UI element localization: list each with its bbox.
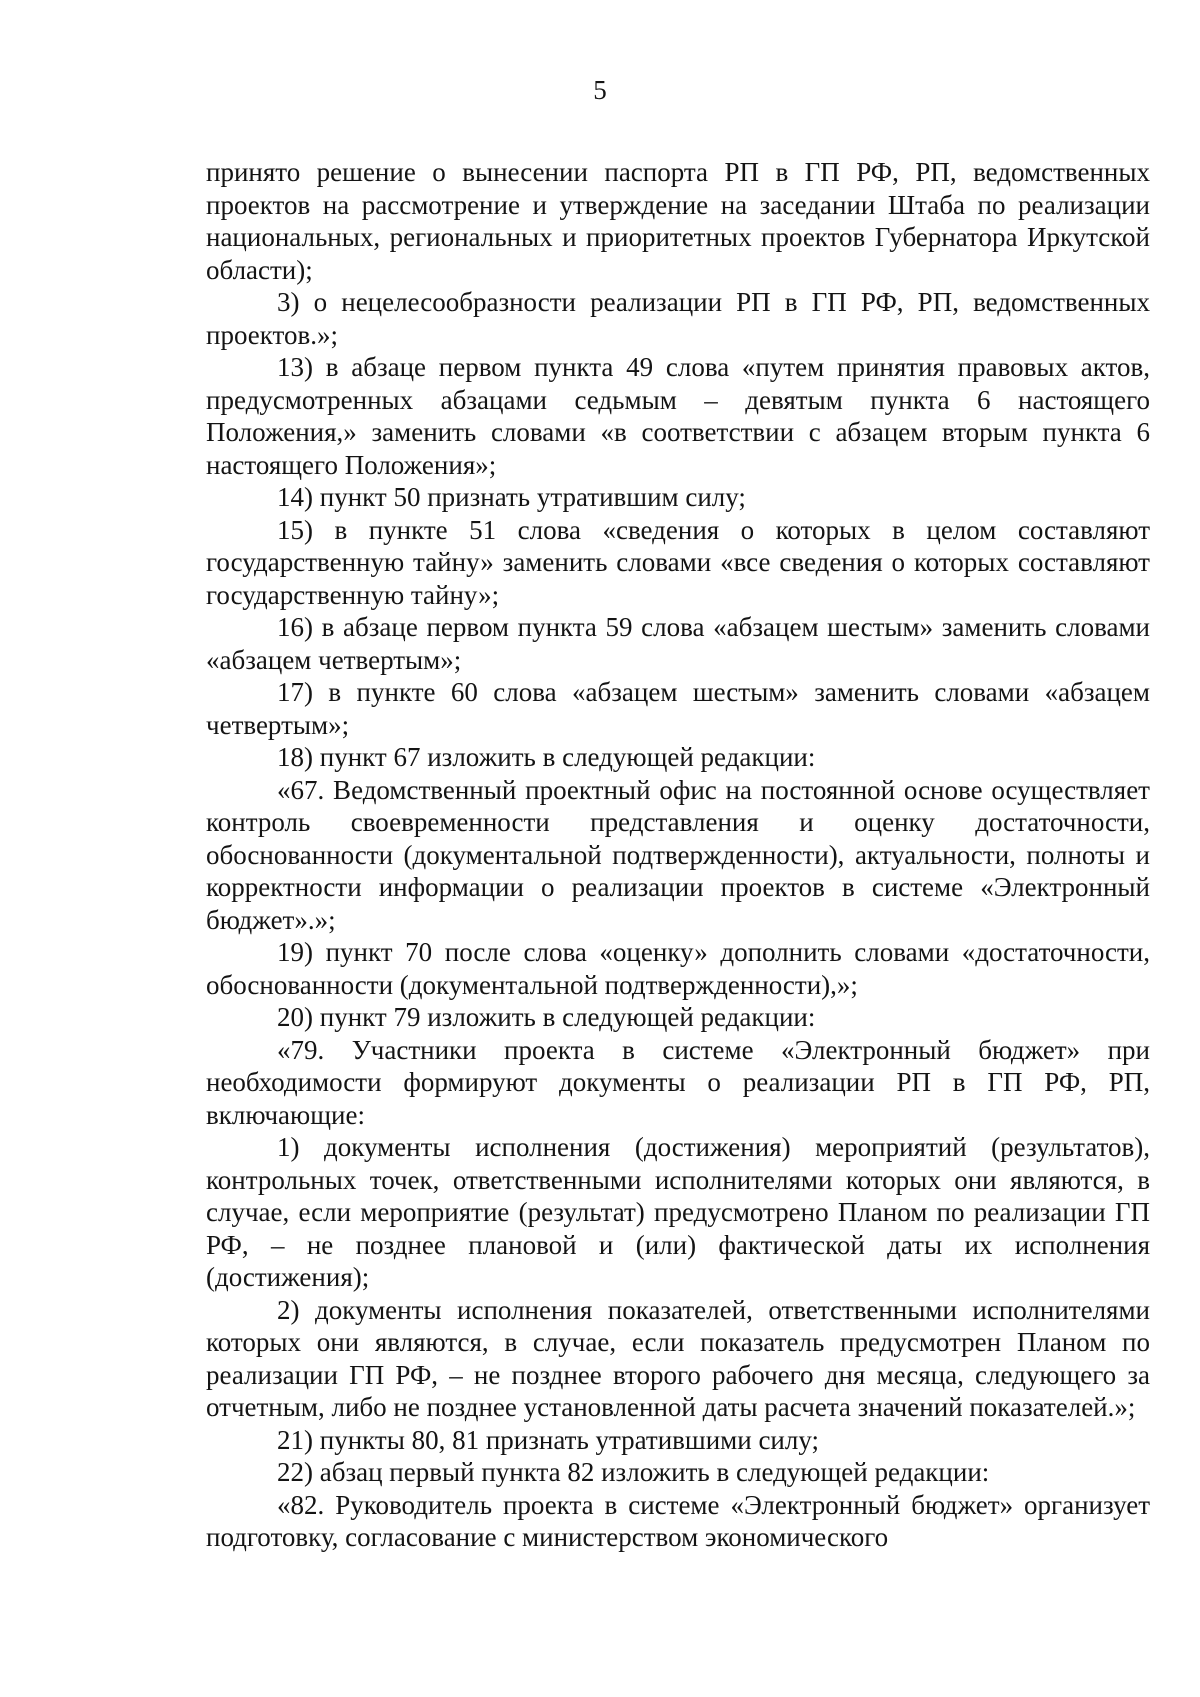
paragraph: 17) в пункте 60 слова «абзацем шестым» заменить словами «абзацем четвертым»;	[206, 677, 1150, 740]
paragraph: 21) пункты 80, 81 признать утратившими силу;	[277, 1424, 819, 1455]
paragraph: 13) в абзаце первом пункта 49 слова «путем принятия правовых актов, предусмотренных абзацами седьмым – девятым пункта 6 настоящего Положения,» заменить словами «в соответствии с абзацем вторым пункта 6 настоящего Положения»;	[206, 352, 1150, 480]
paragraph: 2) документы исполнения показателей, ответственными исполнителями которых они являются, в случае, если показатель предусмотрен Планом по реализации ГП РФ, – не позднее второго рабочего дня месяца, следующего за отчетным, либо не позднее установленной даты расчета значений показателей.»;	[206, 1294, 1150, 1422]
paragraph: 20) пункт 79 изложить в следующей редакции:	[277, 1002, 816, 1032]
paragraph: 16) в абзаце первом пункта 59 слова «абзацем шестым» заменить словами «абзацем четвертым»;	[206, 612, 1150, 675]
paragraph: принято решение о вынесении паспорта РП в ГП РФ, РП, ведомственных проектов на рассмотрение и утверждение на заседании Штаба по реализации национальных, региональных и приоритетных проектов Губернатора Иркутской области);	[206, 157, 1150, 285]
paragraph: «67. Ведомственный проектный офис на постоянной основе осуществляет контроль своевременности представления и оценку достаточности, обоснованности (документальной подтвержденности), актуальности, полноты и корректности информации о реализации проектов в системе «Электронный бюджет».»;	[206, 774, 1150, 935]
paragraph: 3) о нецелесообразности реализации РП в ГП РФ, РП, ведомственных проектов.»;	[206, 287, 1150, 350]
paragraph: 22) абзац первый пункта 82 изложить в следующей редакции:	[277, 1457, 990, 1487]
paragraph: 18) пункт 67 изложить в следующей редакции:	[277, 742, 816, 772]
paragraph: «82. Руководитель проекта в системе «Электронный бюджет» организует подготовку, согласование с министерством экономического	[206, 1489, 1150, 1552]
paragraph: 14) пункт 50 признать утратившим силу;	[277, 482, 746, 512]
document-body	[206, 156, 1150, 1554]
paragraph: 15) в пункте 51 слова «сведения о которых в целом составляют государственную тайну» заменить словами «все сведения о которых составляют государственную тайну»;	[206, 514, 1150, 610]
paragraph: 19) пункт 70 после слова «оценку» дополнить словами «достаточности, обоснованности (документальной подтвержденности),»;	[206, 937, 1150, 1000]
paragraph: 1) документы исполнения (достижения) мероприятий (результатов), контрольных точек, ответственными исполнителями которых они являются, в случае, если мероприятие (результат) предусмотрено Планом по реализации ГП РФ, – не позднее плановой и (или) фактической даты их исполнения (достижения);	[206, 1132, 1150, 1292]
page-number: 5	[593, 75, 607, 105]
paragraph: «79. Участники проекта в системе «Электронный бюджет» при необходимости формируют документы о реализации РП в ГП РФ, РП, включающие:	[206, 1034, 1150, 1130]
